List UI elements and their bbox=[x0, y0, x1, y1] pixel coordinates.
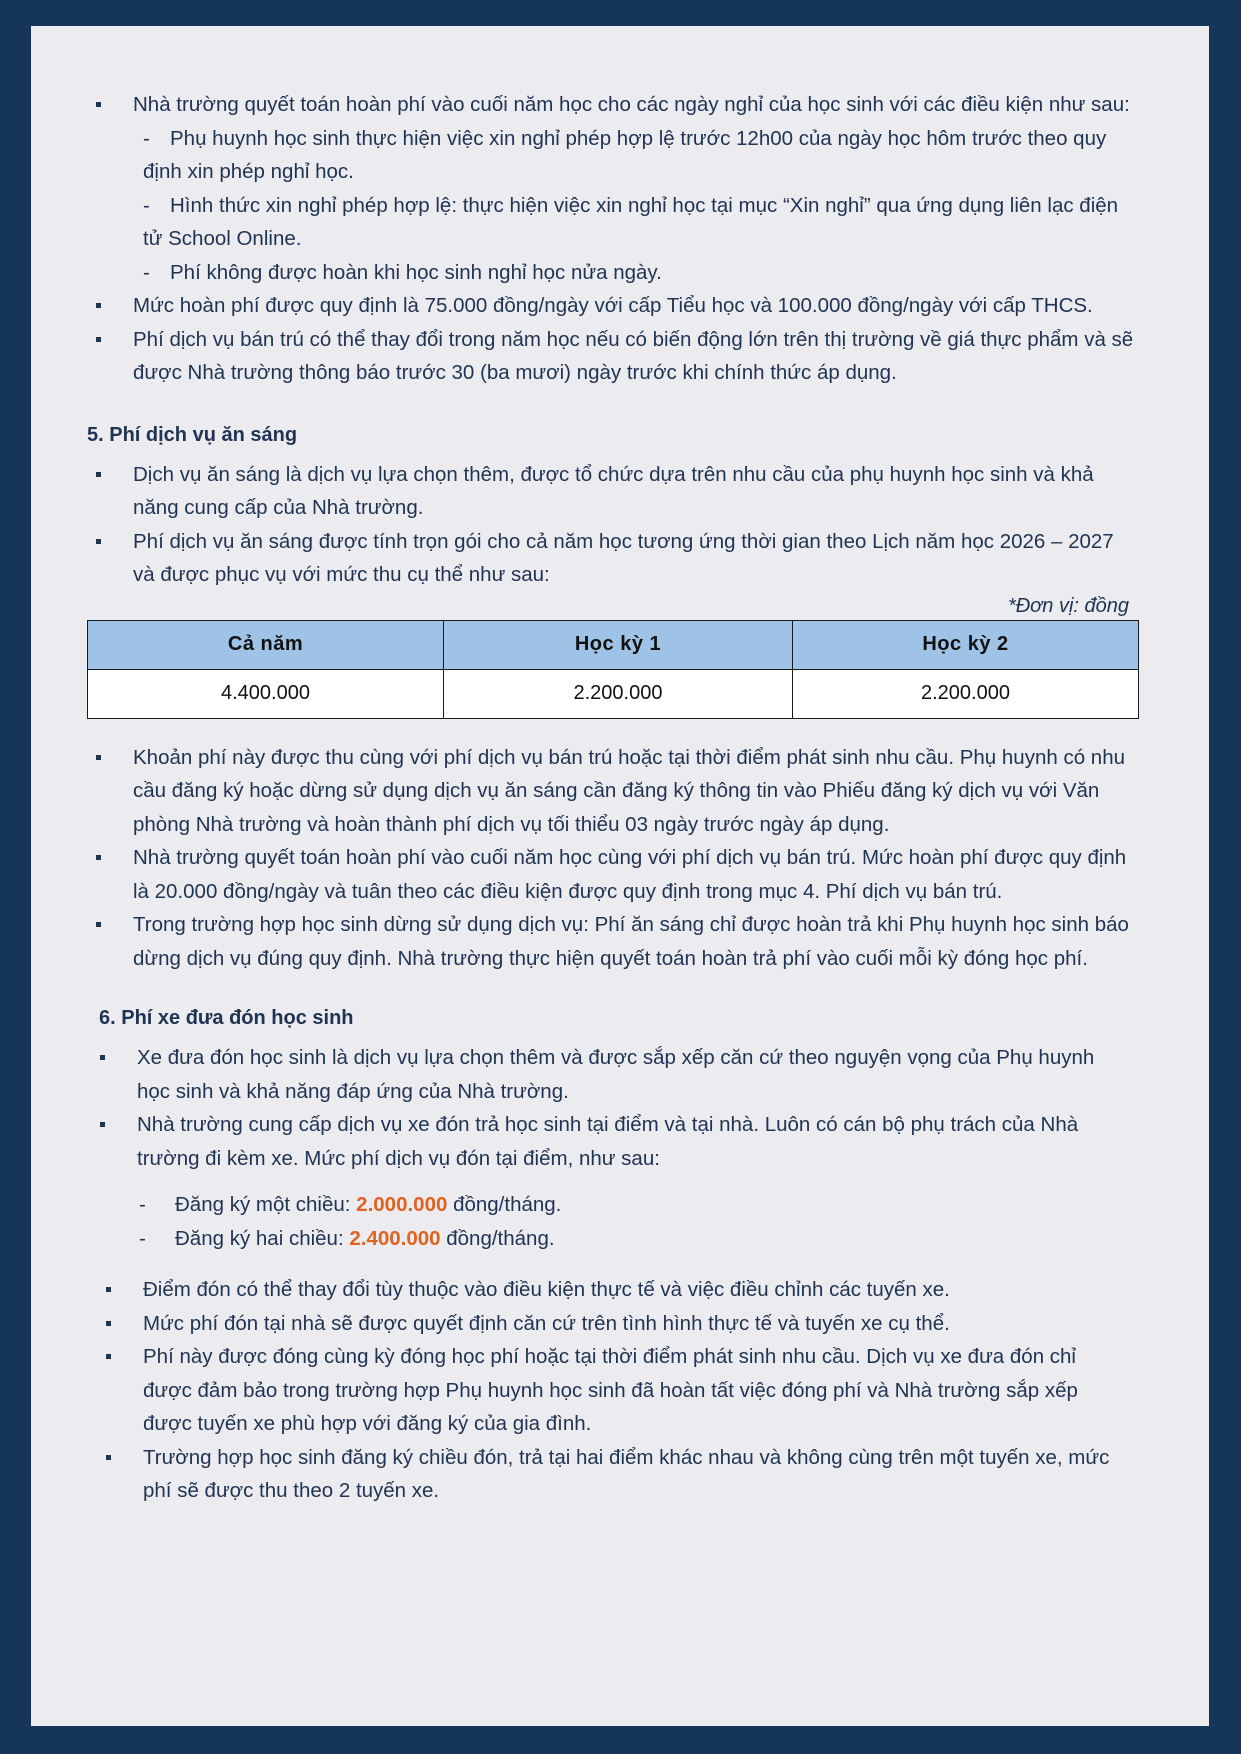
bullet-text: Dịch vụ ăn sáng là dịch vụ lựa chọn thêm, được tổ chức dựa trên nhu cầu của phụ huynh học sinh và khả năng cung cấp của Nhà trường. bbox=[133, 462, 1094, 519]
table-header-cell: Học kỳ 1 bbox=[444, 620, 793, 669]
table-header-row bbox=[88, 620, 1139, 669]
list-item bbox=[31, 1441, 1209, 1508]
bus-fee-list bbox=[31, 1188, 1209, 1255]
unit-note: *Đơn vị: đồng bbox=[1007, 594, 1129, 617]
bullet-text: Mức phí đón tại nhà sẽ được quyết định căn cứ trên tình hình thực tế và tuyến xe cụ thể. bbox=[143, 1311, 950, 1335]
table-header-cell: Cả năm bbox=[88, 620, 444, 669]
bullet-text: Nhà trường cung cấp dịch vụ xe đón trả học sinh tại điểm và tại nhà. Luôn có cán bộ phụ trách của Nhà trường đi kèm xe. Mức phí dịch vụ đón tại điểm, như sau: bbox=[137, 1113, 1079, 1170]
bullet-text: Phí dịch vụ bán trú có thể thay đổi trong năm học nếu có biến động lớn trên thị trường về giá thực phẩm và sẽ được Nhà trường thông báo trước 30 (ba mươi) ngày trước khi chính thức áp dụng. bbox=[133, 327, 1134, 384]
bullet-text: Trong trường hợp học sinh dừng sử dụng dịch vụ: Phí ăn sáng chỉ được hoàn trả khi Phụ huynh học sinh báo dừng dịch vụ đúng quy định. Nhà trường thực hiện quyết toán hoàn trả phí vào cuối mỗi kỳ đóng học phí. bbox=[133, 913, 1129, 970]
list-item bbox=[31, 1340, 1209, 1441]
document-content bbox=[31, 26, 1209, 1508]
fee-amount: 2.000.000 bbox=[356, 1193, 448, 1216]
bullet-text: Xe đưa đón học sinh là dịch vụ lựa chọn thêm và được sắp xếp căn cứ theo nguyện vọng của Phụ huynh học sinh và khả năng đáp ứng của Nhà trường. bbox=[137, 1046, 1095, 1103]
sub-list-item bbox=[31, 122, 1209, 189]
bullet-text: Trường hợp học sinh đăng ký chiều đón, trả tại hai điểm khác nhau và không cùng trên một tuyến xe, mức phí sẽ được thu theo 2 tuyến xe. bbox=[143, 1445, 1110, 1502]
bullet-text: Phí này được đóng cùng kỳ đóng học phí hoặc tại thời điểm phát sinh nhu cầu. Dịch vụ xe đưa đón chỉ được đảm bảo trong trường hợp Phụ huynh học sinh đã hoàn tất việc đóng phí và Nhà trường sắp xếp được tuyến xe phù hợp với đăng ký của gia đình. bbox=[143, 1345, 1078, 1435]
section-6 bbox=[31, 1003, 1209, 1508]
bullet-text: Phí dịch vụ ăn sáng được tính trọn gói cho cả năm học tương ứng thời gian theo Lịch năm học 2026 – 2027 và được phục vụ với mức thu cụ thể như sau: bbox=[133, 529, 1114, 586]
list-item bbox=[31, 289, 1209, 323]
section-6-title: 6. Phí xe đưa đón học sinh bbox=[99, 1007, 354, 1029]
bullet-text: Nhà trường quyết toán hoàn phí vào cuối năm học cùng với phí dịch vụ bán trú. Mức hoàn phí được quy định là 20.000 đồng/ngày và tuân theo các điều kiện được quy định trong mục 4. Phí dịch vụ bán trú. bbox=[133, 846, 1127, 903]
breakfast-fee-table bbox=[87, 620, 1139, 719]
fee-suffix: đồng/tháng. bbox=[447, 1193, 562, 1216]
sub-list-item bbox=[31, 256, 1209, 290]
fee-suffix: đồng/tháng. bbox=[440, 1226, 555, 1250]
bullet-text: Điểm đón có thể thay đổi tùy thuộc vào điều kiện thực tế và việc điều chỉnh các tuyến xe. bbox=[143, 1278, 950, 1301]
table-cell: 4.400.000 bbox=[88, 669, 444, 718]
table-cell: 2.200.000 bbox=[444, 669, 793, 718]
bullet-text: Mức hoàn phí được quy định là 75.000 đồng/ngày với cấp Tiểu học và 100.000 đồng/ngày với cấp THCS. bbox=[133, 294, 1093, 317]
table-header-cell: Học kỳ 2 bbox=[793, 620, 1139, 669]
sub-item-text: Phí không được hoàn khi học sinh nghỉ học nửa ngày. bbox=[170, 260, 662, 284]
list-item bbox=[31, 1307, 1209, 1341]
bus-fee-one-way bbox=[31, 1188, 1209, 1222]
section-5-bullets-after bbox=[31, 741, 1209, 976]
table-cell: 2.200.000 bbox=[793, 669, 1139, 718]
section-5-title: 5. Phí dịch vụ ăn sáng bbox=[87, 423, 298, 446]
sub-item-text: Phụ huynh học sinh thực hiện việc xin nghỉ phép hợp lệ trước 12h00 của ngày học hôm trước theo quy định xin phép nghỉ học. bbox=[143, 126, 1107, 183]
list-item bbox=[31, 88, 1209, 122]
list-item bbox=[31, 323, 1209, 390]
list-item bbox=[31, 1041, 1209, 1108]
top-bullet-list-2 bbox=[31, 289, 1209, 390]
list-item bbox=[31, 741, 1209, 842]
section-6-bullets bbox=[31, 1041, 1209, 1175]
sub-list-item bbox=[31, 189, 1209, 256]
table-row bbox=[88, 669, 1139, 718]
list-item bbox=[31, 1273, 1209, 1307]
fee-amount: 2.400.000 bbox=[349, 1226, 441, 1250]
refund-conditions-list bbox=[31, 122, 1209, 290]
list-item bbox=[31, 1108, 1209, 1175]
bus-fee-two-way bbox=[31, 1222, 1209, 1256]
section-6-bullets-after bbox=[31, 1273, 1209, 1508]
document-page bbox=[31, 26, 1209, 1726]
list-item bbox=[31, 908, 1209, 975]
list-item bbox=[31, 458, 1209, 525]
fee-label: Đăng ký hai chiều: bbox=[175, 1226, 350, 1250]
top-bullet-list bbox=[31, 88, 1209, 122]
fee-label: Đăng ký một chiều: bbox=[175, 1193, 357, 1216]
sub-item-text: Hình thức xin nghỉ phép hợp lệ: thực hiện việc xin nghỉ học tại mục “Xin nghỉ” qua ứng dụng liên lạc điện tử School Online. bbox=[143, 193, 1119, 250]
list-item bbox=[31, 841, 1209, 908]
bullet-text: Khoản phí này được thu cùng với phí dịch vụ bán trú hoặc tại thời điểm phát sinh nhu cầu. Phụ huynh có nhu cầu đăng ký hoặc dừng sử dụng dịch vụ ăn sáng cần đăng ký thông tin vào Phiếu đăng ký dịch vụ với Văn phòng Nhà trường và hoàn thành phí dịch vụ tối thiểu 03 ngày trước ngày áp dụng. bbox=[133, 745, 1125, 836]
bullet-text: Nhà trường quyết toán hoàn phí vào cuối năm học cho các ngày nghỉ của học sinh với các điều kiện như sau: bbox=[133, 93, 1130, 116]
section-5-bullets bbox=[31, 458, 1209, 592]
list-item bbox=[31, 525, 1209, 592]
